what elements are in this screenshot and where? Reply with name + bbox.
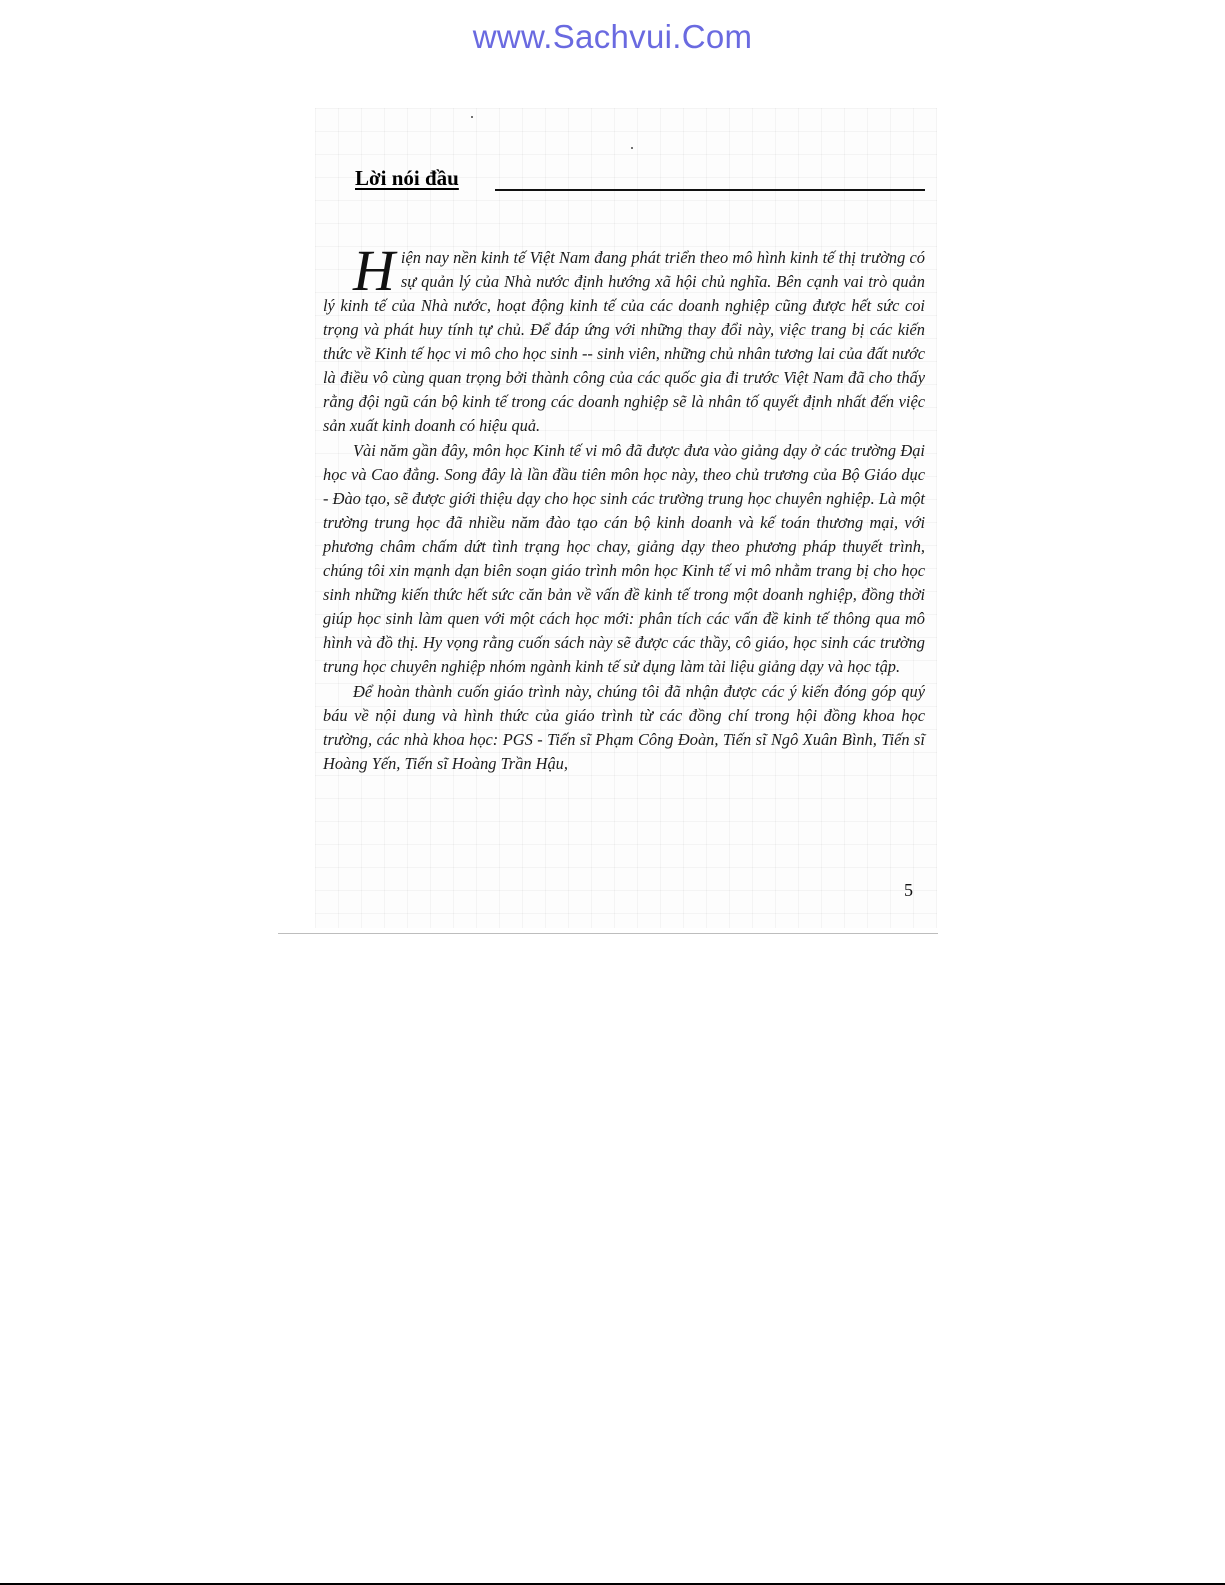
body-text [323, 238, 925, 777]
paragraph: Vài năm gần đây, môn học Kinh tế vi mô đã được đưa vào giảng dạy ở các trường Đại học và Cao đẳng. Song đây là lần đầu tiên môn học này, theo chủ trương của Bộ Giáo dục - Đào tạo, sẽ được giới thiệu dạy cho học sinh các trường trung học chuyên nghiệp. Là một trường trung học đã nhiều năm đào tạo cán bộ kinh doanh và kế toán thương mại, với phương châm chấm dứt tình trạng học chay, giảng dạy theo phương pháp thuyết trình, chúng tôi xin mạnh dạn biên soạn giáo trình môn học Kinh tế vi mô nhằm trang bị cho học sinh những kiến thức hết sức căn bản về vấn đề kinh tế trong một doanh nghiệp, đồng thời giúp học sinh làm quen với một cách học mới: phân tích các vấn đề kinh tế thông qua mô hình và đồ thị. Hy vọng rằng cuốn sách này sẽ được các thầy, cô giáo, học sinh các trường trung học chuyên nghiệp nhóm ngành kinh tế sử dụng làm tài liệu giảng dạy và học tập. [323, 441, 925, 676]
heading-rule [495, 189, 925, 191]
paragraph: Để hoàn thành cuốn giáo trình này, chúng tôi đã nhận được các ý kiến đóng góp quý báu về nội dung và hình thức của giáo trình từ các đồng chí trong hội đồng khoa học trường, các nhà khoa học: PGS - Tiến sĩ Phạm Công Đoàn, Tiến sĩ Ngô Xuân Bình, Tiến sĩ Hoàng Yến, Tiến sĩ Hoàng Trần Hậu, [323, 682, 925, 773]
page-bottom-rule [278, 933, 938, 934]
page-number: 5 [904, 880, 913, 900]
watermark-text: www.Sachvui.Com [472, 18, 753, 55]
scan-speck [471, 116, 473, 118]
page-title: Lời nói đầu [355, 166, 459, 190]
heading-row [355, 166, 925, 194]
scan-speck [631, 147, 633, 149]
drop-cap: H [353, 238, 395, 303]
paragraph-text: iện nay nền kinh tế Việt Nam đang phát triển theo mô hình kinh tế thị trường có sự quản lý của Nhà nước định hướng xã hội chủ nghĩa. Bên cạnh vai trò quản lý kinh tế của Nhà nước, hoạt động kinh tế của các doanh nghiệp cũng được hết sức coi trọng và phát huy tính tự chủ. Để đáp ứng với những thay đổi này, việc trang bị các kiến thức về Kinh tế học vi mô cho học sinh -- sinh viên, những chủ nhân tương lai của đất nước là điều vô cùng quan trọng bởi thành công của các quốc gia đi trước Việt Nam đã cho thấy rằng đội ngũ cán bộ kinh tế trong các doanh nghiệp sẽ là nhân tố quyết định nhất đến việc sản xuất kinh doanh có hiệu quả. [323, 248, 925, 435]
paragraph [323, 238, 925, 438]
